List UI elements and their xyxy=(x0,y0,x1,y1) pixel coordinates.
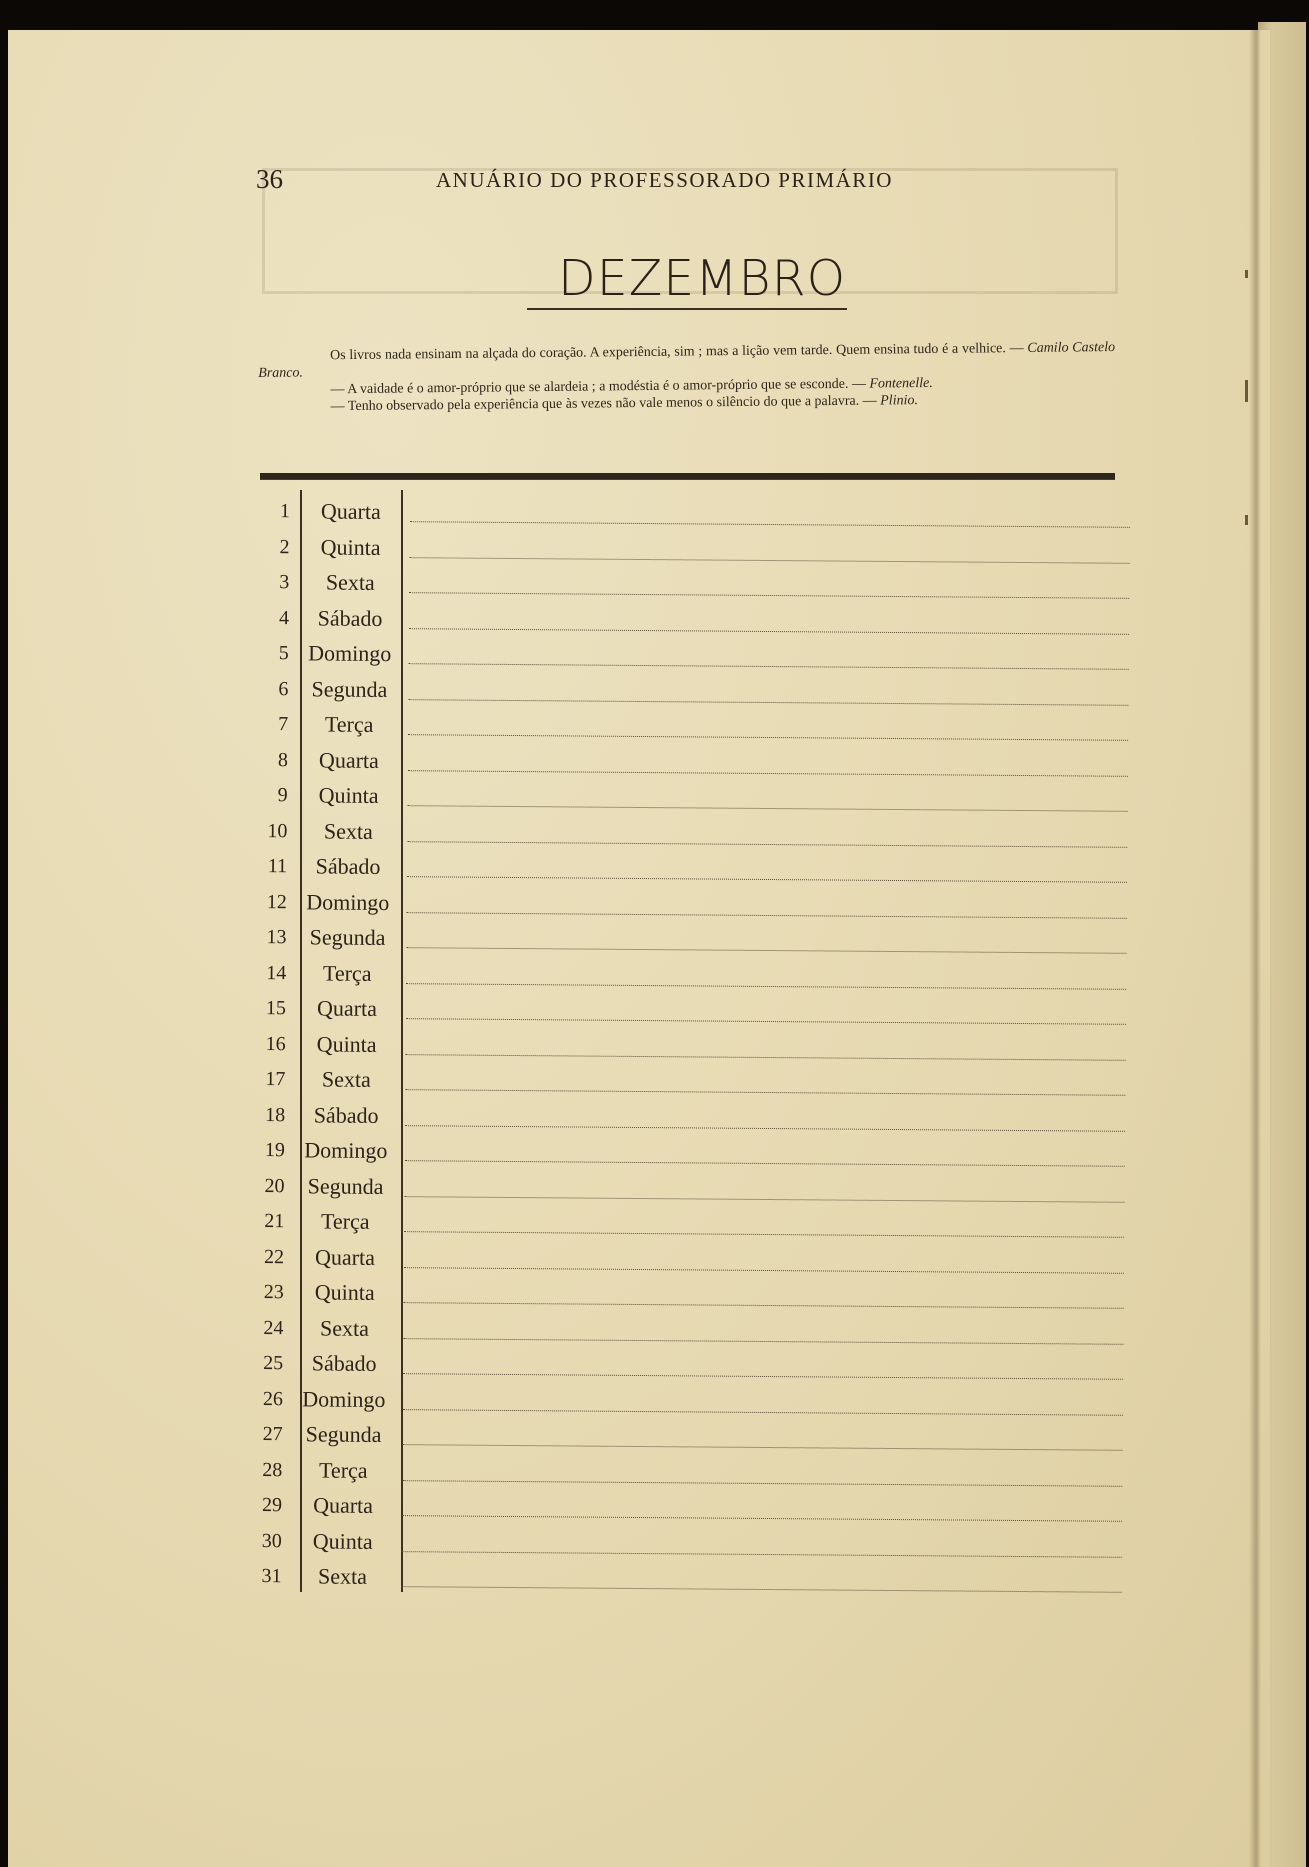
day-number: 29 xyxy=(261,1494,283,1517)
weekday-name: Sexta xyxy=(323,818,373,844)
writing-line xyxy=(403,1409,1123,1416)
spine-mark xyxy=(1245,380,1248,402)
weekday-name: Segunda xyxy=(309,924,386,950)
day-number: 6 xyxy=(278,677,289,700)
running-head: ANUÁRIO DO PROFESSORADO PRIMÁRIO xyxy=(436,168,893,192)
weekday-name: Quinta xyxy=(314,1279,375,1305)
quote-2-author: Fontenelle. xyxy=(869,375,933,392)
weekday-name: Terça xyxy=(320,1208,370,1234)
writing-line xyxy=(408,805,1128,812)
weekday-name: Segunda xyxy=(305,1421,382,1447)
writing-line xyxy=(403,1373,1123,1380)
page-number: 36 xyxy=(256,164,283,194)
writing-line xyxy=(405,1160,1125,1167)
writing-line xyxy=(406,947,1126,954)
weekday-name: Sexta xyxy=(321,1066,371,1092)
day-number: 28 xyxy=(262,1458,283,1481)
writing-line xyxy=(401,1586,1121,1593)
writing-line xyxy=(407,876,1127,883)
writing-line xyxy=(402,1551,1122,1558)
weekday-name: Quarta xyxy=(318,746,379,773)
day-number: 16 xyxy=(265,1032,286,1055)
weekday-name: Quinta xyxy=(316,1030,377,1057)
day-number: 22 xyxy=(263,1245,285,1268)
writing-line xyxy=(409,663,1129,670)
writing-line xyxy=(406,1054,1126,1061)
table-top-rule xyxy=(260,473,1115,480)
day-number: 19 xyxy=(264,1139,285,1162)
day-number: 17 xyxy=(265,1068,286,1091)
day-number: 14 xyxy=(266,961,287,984)
writing-line xyxy=(409,592,1129,599)
writing-line xyxy=(405,1196,1125,1203)
day-number: 10 xyxy=(267,819,288,842)
writing-line xyxy=(403,1444,1123,1451)
writing-line xyxy=(408,734,1128,741)
weekday-name: Domingo xyxy=(308,640,392,667)
writing-line xyxy=(404,1302,1124,1309)
day-number: 11 xyxy=(267,855,288,878)
day-number: 31 xyxy=(261,1565,282,1588)
day-row xyxy=(251,1561,1121,1603)
weekday-name: Quinta xyxy=(318,782,379,808)
writing-line xyxy=(406,1018,1126,1025)
writing-line xyxy=(406,983,1126,990)
writing-line xyxy=(407,912,1127,919)
day-number: 9 xyxy=(277,784,288,807)
day-number: 4 xyxy=(278,606,290,629)
day-number: 12 xyxy=(266,890,287,913)
writing-line xyxy=(407,841,1127,848)
day-number: 25 xyxy=(263,1352,284,1375)
day-number: 13 xyxy=(266,926,287,949)
writing-line xyxy=(404,1267,1124,1274)
day-number: 3 xyxy=(279,571,290,594)
quote-1-author: Camilo Castelo Branco. xyxy=(258,340,1116,381)
weekday-name: Quarta xyxy=(314,1243,376,1270)
weekday-name: Quinta xyxy=(312,1527,373,1554)
writing-line xyxy=(405,1089,1125,1096)
day-number: 24 xyxy=(263,1316,284,1339)
writing-line xyxy=(410,521,1130,528)
weekday-name: Segunda xyxy=(311,675,388,702)
writing-line xyxy=(402,1480,1122,1487)
weekday-name: Sexta xyxy=(317,1563,368,1589)
day-number: 21 xyxy=(264,1210,285,1233)
day-number: 23 xyxy=(263,1281,284,1304)
weekday-name: Sábado xyxy=(311,1350,377,1376)
day-number: 7 xyxy=(278,713,289,736)
weekday-name: Terça xyxy=(324,711,374,737)
weekday-name: Domingo xyxy=(304,1137,388,1164)
day-number: 1 xyxy=(279,500,290,523)
writing-line xyxy=(403,1338,1123,1345)
quote-3-text: — Tenho observado pela experiência que às vezes não vale menos o silêncio do que a palavra. — xyxy=(330,393,877,415)
day-number: 30 xyxy=(261,1529,282,1552)
writing-line xyxy=(405,1125,1125,1132)
day-list xyxy=(251,496,1130,1603)
day-number: 15 xyxy=(265,997,287,1020)
day-number: 20 xyxy=(264,1174,285,1197)
spine-mark xyxy=(1245,515,1248,525)
quote-2-text: — A vaidade é o amor-próprio que se alardeia ; a modéstia é o amor-próprio que se esconde. — xyxy=(330,376,867,398)
quote-1-text: Os livros nada ensinam na alçada do coração. A experiência, sim ; mas a lição vem tarde. Quem ensina tudo é a velhice. — xyxy=(330,340,1024,364)
title-underline xyxy=(527,308,847,310)
weekday-name: Quinta xyxy=(320,533,381,560)
weekday-name: Sexta xyxy=(325,569,375,595)
quotes-block xyxy=(258,339,1116,416)
page-fold-shadow xyxy=(1249,30,1261,1867)
weekday-name: Sexta xyxy=(319,1314,370,1341)
day-number: 18 xyxy=(265,1103,286,1126)
writing-line xyxy=(408,699,1128,706)
writing-line xyxy=(410,557,1130,564)
writing-line xyxy=(402,1515,1122,1522)
weekday-name: Quarta xyxy=(316,995,377,1021)
day-number: 27 xyxy=(262,1423,283,1446)
weekday-name: Quarta xyxy=(313,1492,374,1518)
weekday-name: Sábado xyxy=(313,1101,379,1128)
month-title: DEZEMBRO xyxy=(558,250,847,307)
weekday-name: Sábado xyxy=(317,604,383,631)
weekday-name: Domingo xyxy=(302,1385,386,1412)
quote-3-author: Plinio. xyxy=(880,393,919,409)
writing-line xyxy=(404,1231,1124,1238)
spine-mark xyxy=(1245,270,1248,278)
writing-line xyxy=(408,770,1128,777)
weekday-name: Terça xyxy=(318,1456,368,1483)
day-number: 8 xyxy=(277,748,289,771)
weekday-name: Quarta xyxy=(320,498,381,524)
day-number: 26 xyxy=(262,1387,283,1410)
writing-line xyxy=(409,628,1129,635)
day-number: 5 xyxy=(278,642,289,665)
weekday-name: Terça xyxy=(322,960,372,986)
weekday-name: Sábado xyxy=(315,853,381,879)
weekday-name: Segunda xyxy=(307,1172,384,1199)
day-number: 2 xyxy=(279,535,290,558)
weekday-name: Domingo xyxy=(306,888,390,915)
